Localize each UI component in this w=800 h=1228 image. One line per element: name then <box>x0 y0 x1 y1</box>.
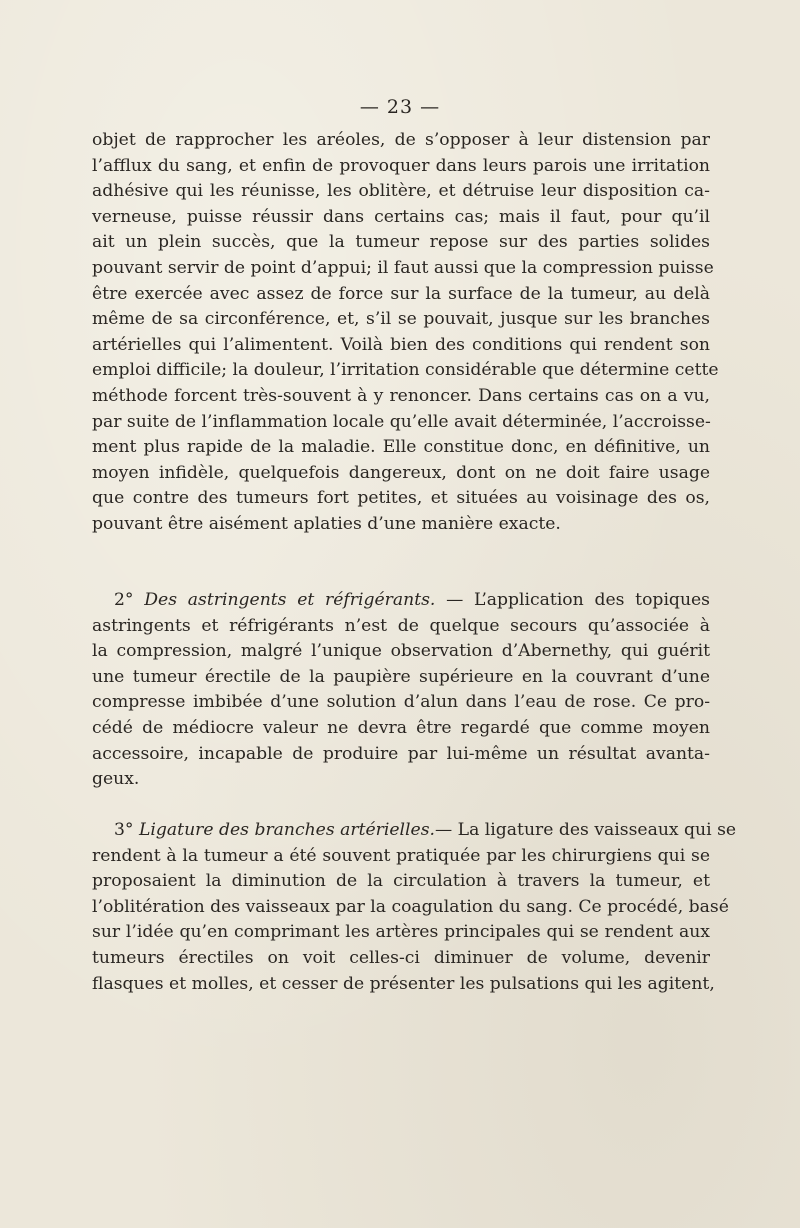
text-line: adhésive qui les réunisse, les oblitère, et détruise leur disposition ca- <box>92 181 710 202</box>
text-line: la compression, malgré l’unique observation d’Abernethy, qui guérit <box>92 641 710 662</box>
section-title: Ligature des branches artérielles. <box>139 820 436 840</box>
text-line: accessoire, incapable de produire par lui-même un résultat avanta- <box>92 743 710 764</box>
text-line: méthode forcent très-souvent à y renoncer. Dans certains cas on a vu, <box>92 385 710 406</box>
text-line: cédé de médiocre valeur ne devra être regardé que comme moyen <box>92 717 710 738</box>
text-line: que contre des tumeurs fort petites, et situées au voisinage des os, <box>92 488 710 509</box>
text-line: par suite de l’inflammation locale qu’elle avait déterminée, l’accroisse- <box>92 411 711 432</box>
paragraph-compression <box>92 128 719 538</box>
text-line: proposaient la diminution de la circulation à travers la tumeur, et <box>92 871 710 892</box>
text-line: sur l’idée qu’en comprimant les artères principales qui se rendent aux <box>92 922 710 943</box>
text-line: emploi difficile; la douleur, l’irritation considérable que détermine cette <box>92 360 719 381</box>
page-number: — 23 — <box>359 96 441 118</box>
text-line: être exercée avec assez de force sur la surface de la tumeur, au delà <box>92 283 710 304</box>
text-line: tumeurs érectiles on voit celles-ci diminuer de volume, devenir <box>92 947 710 968</box>
section-number: 2° <box>114 590 134 610</box>
text-line: geux. <box>92 769 140 790</box>
text-line: rendent à la tumeur a été souvent pratiquée par les chirurgiens qui se <box>92 845 710 866</box>
text-line: artérielles qui l’alimentent. Voilà bien des conditions qui rendent son <box>92 334 710 355</box>
paragraph-astringents <box>92 588 710 793</box>
section-heading-line <box>92 818 737 844</box>
text-line: objet de rapprocher les aréoles, de s’opposer à leur distension par <box>92 130 710 150</box>
text-line: l’oblitération des vaisseaux par la coagulation du sang. Ce procédé, basé <box>92 896 729 917</box>
text-line: une tumeur érectile de la paupière supérieure en la couvrant d’une <box>92 666 710 687</box>
text-line: même de sa circonférence, et, s’il se pouvait, jusque sur les branches <box>92 309 710 330</box>
text-line: verneuse, puisse réussir dans certains cas; mais il faut, pour qu’il <box>92 206 710 227</box>
section-number: 3° <box>114 820 134 840</box>
text-line: compresse imbibée d’une solution d’alun dans l’eau de rose. Ce pro- <box>92 692 710 713</box>
text-line: ment plus rapide de la maladie. Elle constitue donc, en définitive, un <box>92 437 710 458</box>
text-line: l’afflux du sang, et enfin de provoquer dans leurs parois une irritation <box>92 155 710 176</box>
text-line: pouvant être aisément aplaties d’une manière exacte. <box>92 513 561 534</box>
section-title: Des astringents et réfrigérants. <box>144 590 436 610</box>
text-line: moyen infidèle, quelquefois dangereux, dont on ne doit faire usage <box>92 462 710 483</box>
text-line: ait un plein succès, que la tumeur repose sur des parties solides <box>92 232 710 253</box>
text-line: — L’application des topiques <box>435 590 710 610</box>
text-line: flasques et molles, et cesser de présenter les pulsations qui les agitent, <box>92 973 715 994</box>
text-line: pouvant servir de point d’appui; il faut aussi que la compression puisse <box>92 257 714 278</box>
paragraph-ligature <box>92 818 737 997</box>
section-heading-line <box>92 588 710 614</box>
text-line: astringents et réfrigérants n’est de quelque secours qu’associée à <box>92 615 710 636</box>
text-line: — La ligature des vaisseaux qui se <box>435 820 737 840</box>
